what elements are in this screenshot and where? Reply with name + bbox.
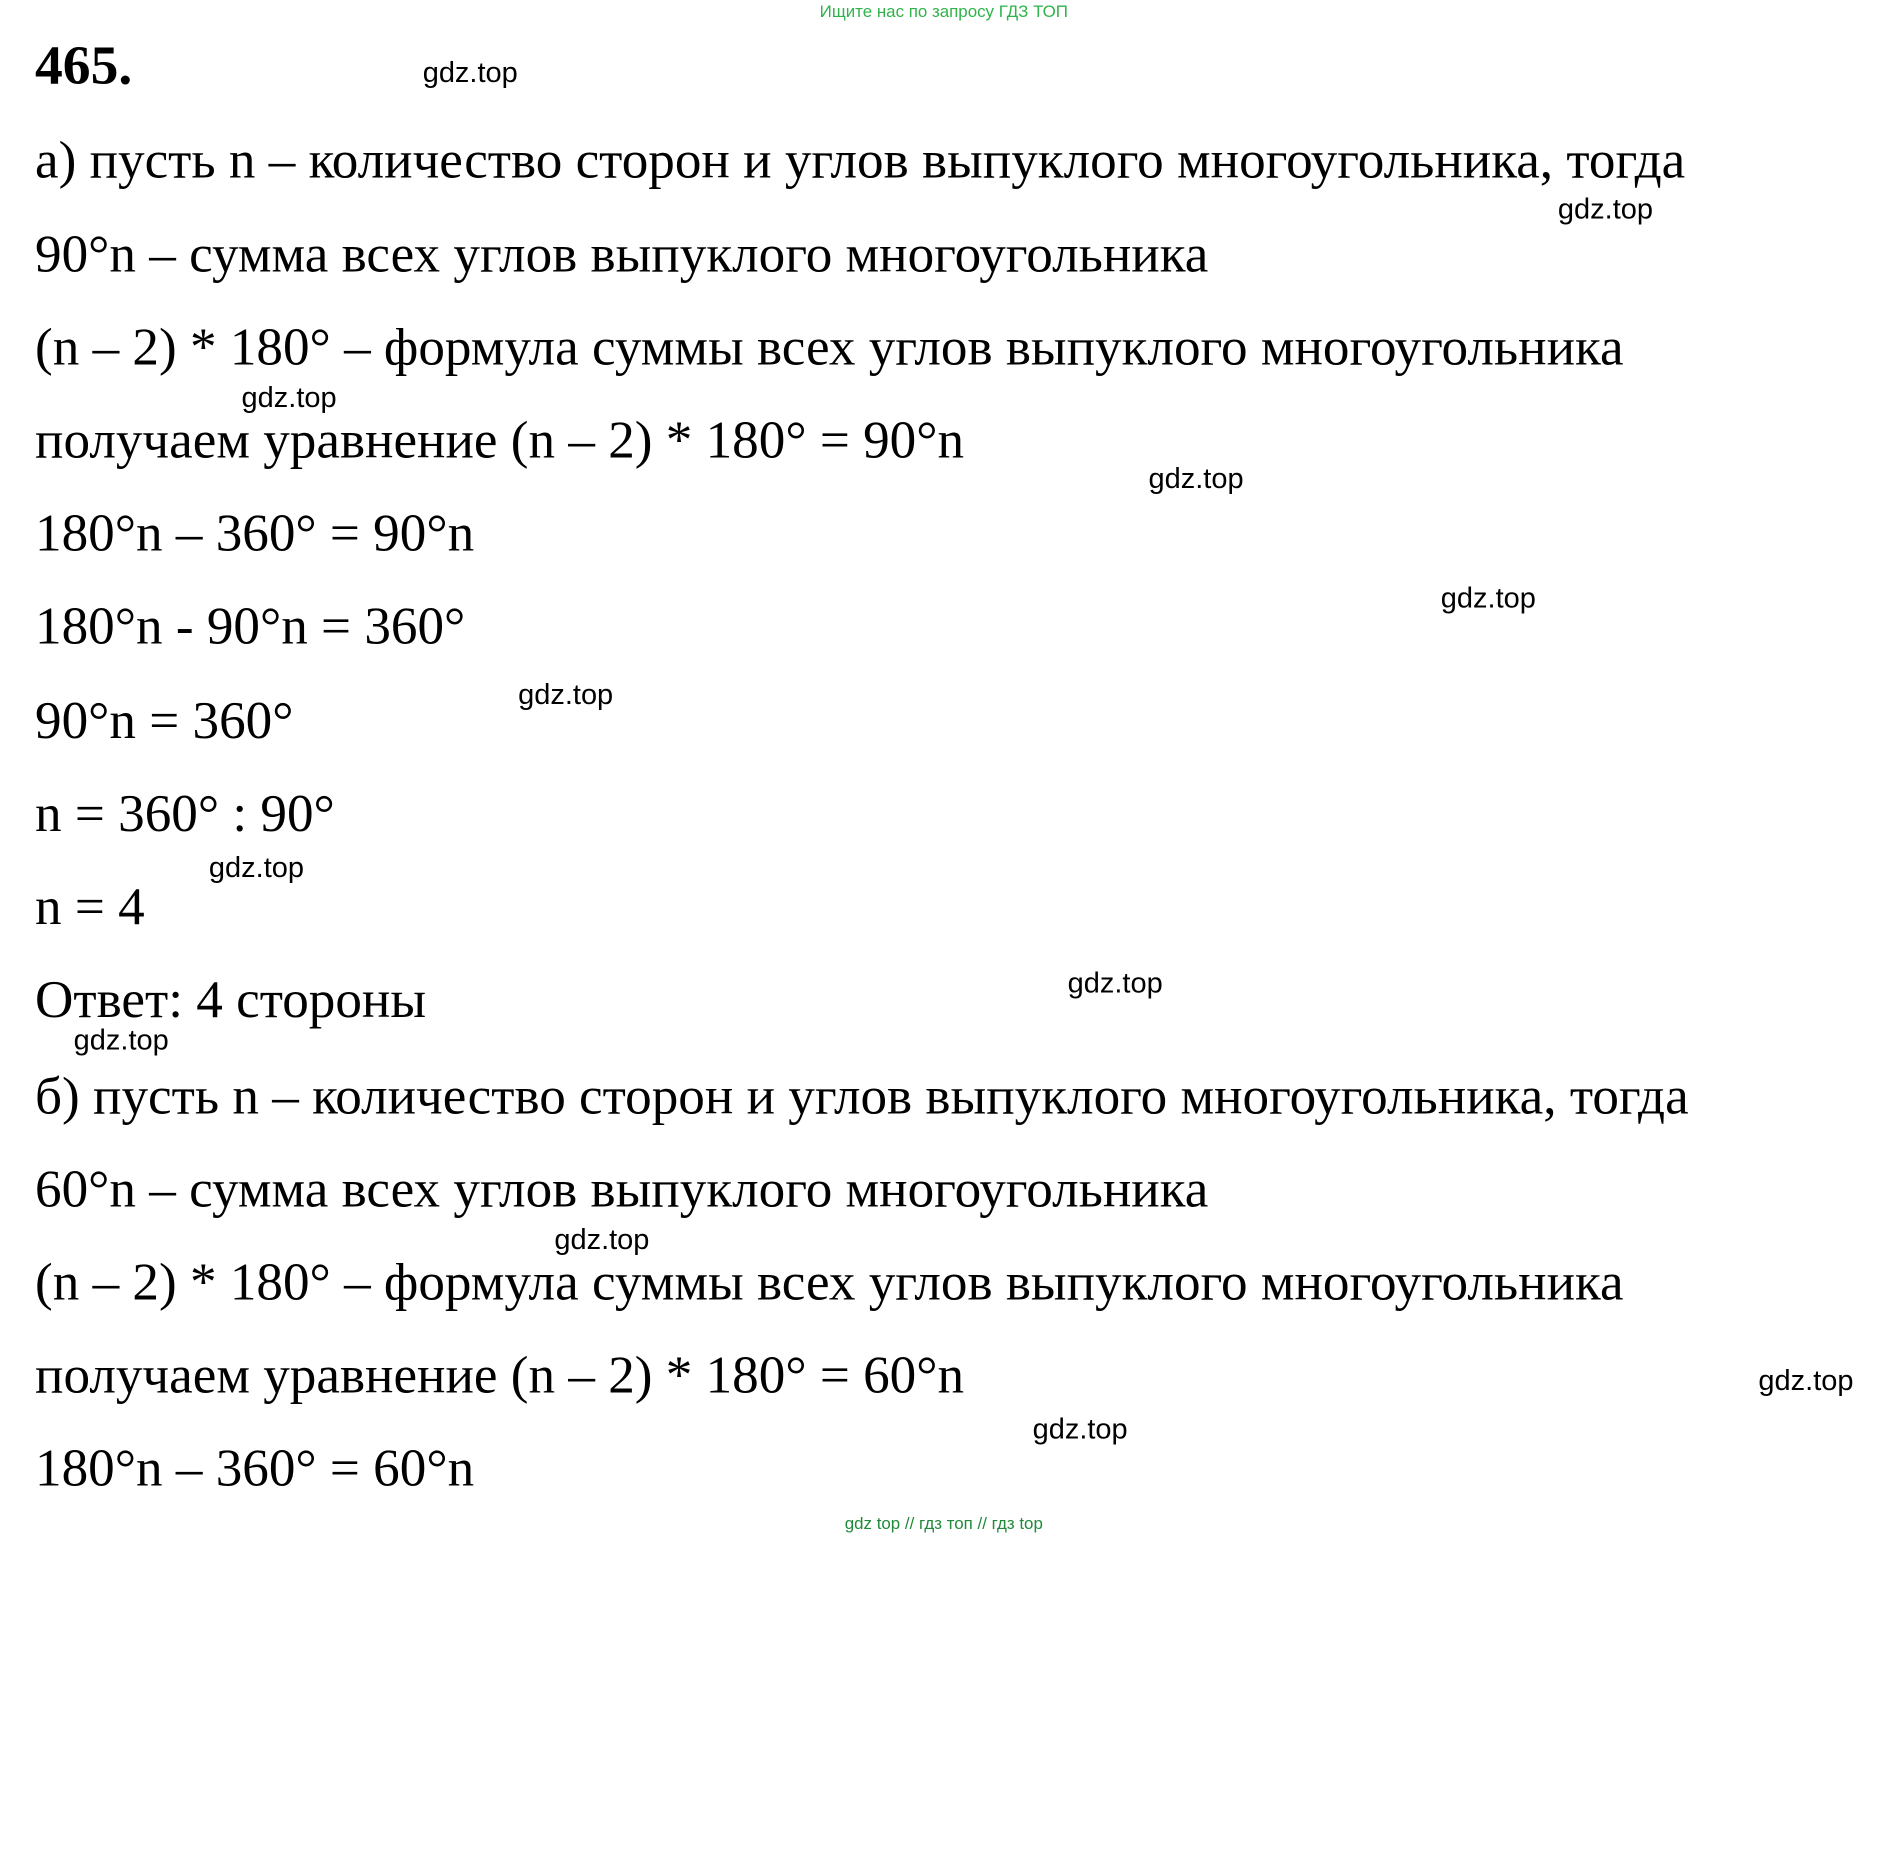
solution-line: 90°n = 360°	[35, 690, 294, 750]
solution-line: 180°n - 90°n = 360°	[35, 596, 466, 656]
watermark: gdz.top	[1557, 193, 1654, 226]
problem-number: 465.	[35, 33, 133, 96]
footer-watermark: gdz top // гдз топ // гдз top	[844, 1513, 1043, 1533]
watermark: gdz.top	[1758, 1364, 1854, 1398]
watermark: gdz.top	[518, 678, 614, 712]
watermark: gdz.top	[1067, 967, 1163, 1000]
solution-line: 60°n – сумма всех углов выпуклого многоугольника	[35, 1159, 1209, 1219]
solution-line: (n – 2) * 180° – формула суммы всех углов выпуклого многоугольника	[35, 317, 1624, 377]
solution-line: б) пусть n – количество сторон и углов выпуклого многоугольника, тогда	[35, 1066, 1689, 1126]
answer-line: Ответ: 4 стороны	[35, 969, 427, 1029]
watermark: gdz.top	[73, 1024, 169, 1057]
solution-line: получаем уравнение (n – 2) * 180° = 90°n	[35, 410, 965, 470]
watermark: gdz.top	[1148, 462, 1244, 496]
watermark: gdz.top	[1032, 1413, 1128, 1446]
solution-line: n = 4	[35, 876, 145, 936]
watermark: gdz.top	[554, 1223, 650, 1257]
solution-line: 180°n – 360° = 60°n	[35, 1438, 475, 1498]
watermark: gdz.top	[1440, 582, 1536, 615]
top-banner: Ищите нас по запросу ГДЗ ТОП	[819, 1, 1068, 21]
solution-line: получаем уравнение (n – 2) * 180° = 60°n	[35, 1345, 965, 1405]
solution-line: 180°n – 360° = 90°n	[35, 503, 475, 563]
solution-line: а) пусть n – количество сторон и углов выпуклого многоугольника, тогда	[35, 130, 1686, 190]
watermark: gdz.top	[241, 381, 337, 415]
solution-line: n = 360° : 90°	[35, 783, 335, 843]
solution-line: 90°n – сумма всех углов выпуклого многоугольника	[35, 224, 1209, 284]
watermark: gdz.top	[422, 56, 518, 90]
solution-line: (n – 2) * 180° – формула суммы всех углов выпуклого многоугольника	[35, 1252, 1624, 1312]
watermark: gdz.top	[208, 851, 305, 885]
